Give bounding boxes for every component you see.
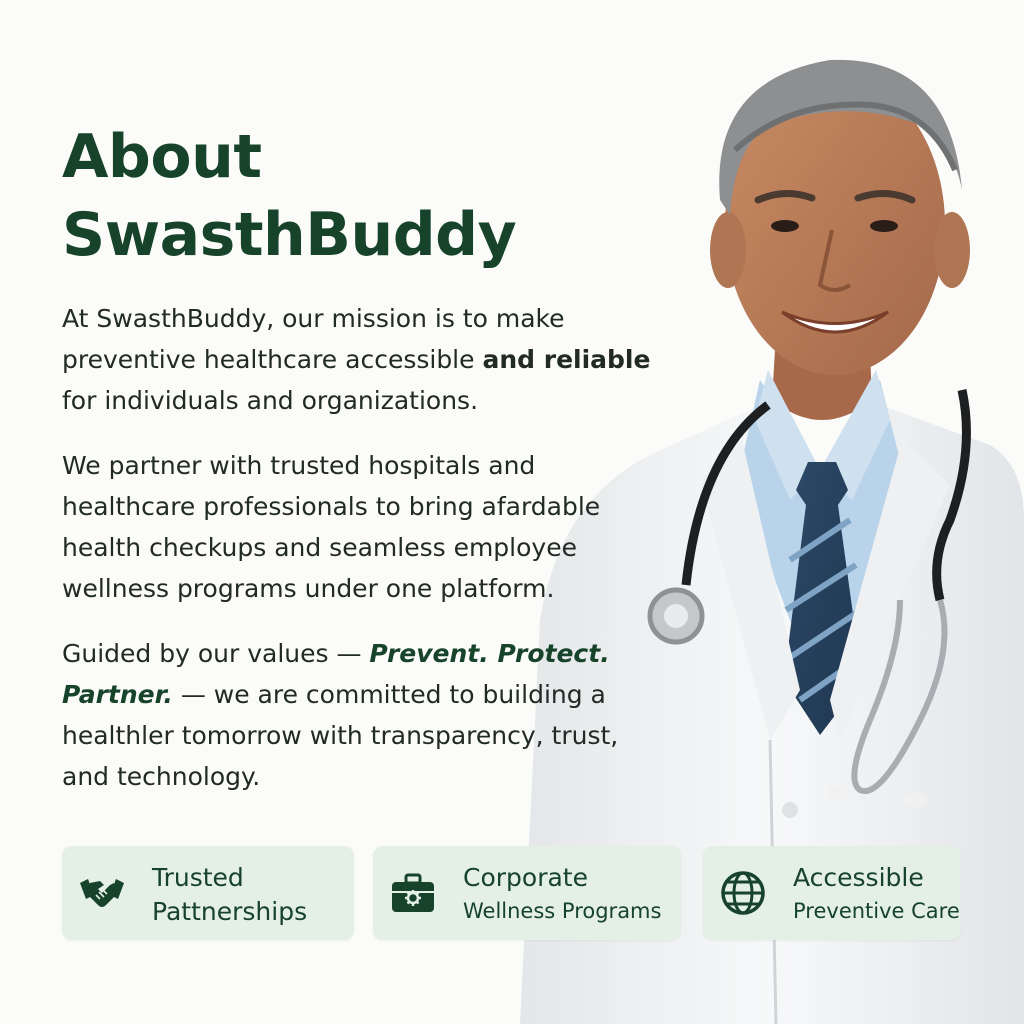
handshake-icon <box>78 869 126 917</box>
feature-subtitle: Pattnerships <box>152 897 308 926</box>
partner-paragraph: We partner with trusted hospitals and healthcare professionals to bring afardable health checkups and seamless employee wellness programs under one platform. <box>62 451 601 603</box>
feature-title: Corporate <box>463 863 588 892</box>
feature-title: Trusted <box>152 863 244 892</box>
values-paragraph <box>62 633 662 797</box>
feature-card-accessible-care <box>703 846 961 940</box>
briefcase-gear-icon <box>389 869 437 917</box>
mission-text: At SwasthBuddy, our mission is to make preventive healthcare accessible <box>62 304 565 374</box>
title-line-1: About <box>62 122 262 192</box>
about-section <box>62 118 662 797</box>
values-lead: Guided by our values — <box>62 639 370 668</box>
feature-subtitle: Wellness Programs <box>463 899 662 923</box>
mission-tail: for individuals and organizations. <box>62 386 479 415</box>
feature-card-trusted-partnerships <box>62 846 354 940</box>
feature-subtitle: Preventive Care <box>793 899 960 923</box>
title-line-2: SwasthBuddy <box>62 200 517 270</box>
mission-paragraph <box>62 298 662 421</box>
feature-title: Accessible <box>793 863 924 892</box>
values-motto: Prevent. Protect. Partner. <box>62 639 610 709</box>
globe-icon <box>719 869 767 917</box>
values-tail: — we are committed to building a healthler tomorrow with transparency, trust, and technology. <box>62 680 619 791</box>
feature-card-corporate-wellness <box>373 846 681 940</box>
page-title <box>62 118 662 274</box>
mission-emphasis: and reliable <box>482 345 651 374</box>
